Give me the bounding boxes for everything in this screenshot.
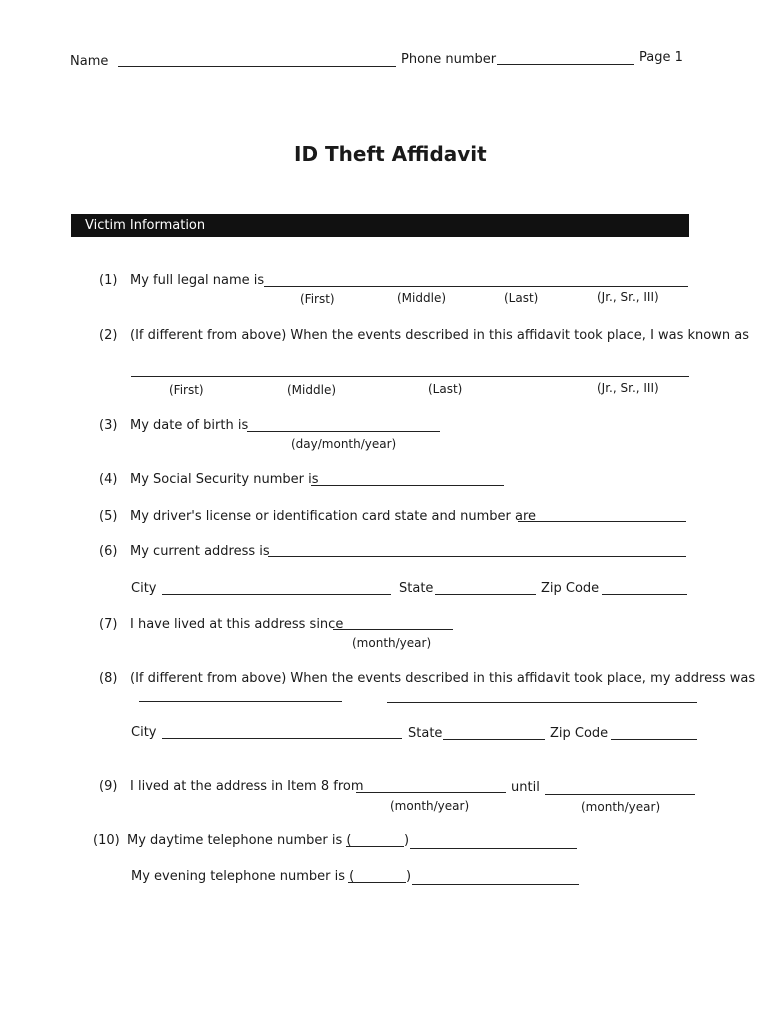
- item-5-label: My driver's license or identification card state and number are: [130, 509, 537, 524]
- evening-paren-close: ): [406, 869, 412, 884]
- item-8-zip-field[interactable]: [611, 739, 697, 740]
- item-8-city-label: City: [131, 725, 157, 740]
- ssn-field[interactable]: [311, 485, 504, 486]
- evening-phone-label: My evening telephone number is (: [131, 869, 355, 884]
- current-address-field[interactable]: [268, 556, 686, 557]
- item-6-state-field[interactable]: [435, 594, 536, 595]
- section-header-bar: [71, 214, 689, 237]
- item-1-first-caption: (First): [300, 292, 335, 306]
- former-address-line2-field[interactable]: [387, 702, 697, 703]
- item-1-suffix-caption: (Jr., Sr., III): [597, 290, 659, 304]
- item-5-number: (5): [99, 509, 118, 524]
- item-6-label: My current address is: [130, 544, 270, 559]
- item-1-middle-caption: (Middle): [397, 291, 447, 305]
- item-7-label: I have lived at this address since: [130, 617, 344, 632]
- item-6-city-field[interactable]: [162, 594, 391, 595]
- item-6-zip-field[interactable]: [602, 594, 687, 595]
- item-8-label: (If different from above) When the events described in this affidavit took place, my address was: [130, 671, 756, 686]
- item-9-until-label: until: [511, 780, 540, 795]
- item-9-until-caption: (month/year): [581, 800, 661, 814]
- item-10-number: (10): [93, 833, 120, 848]
- item-1-last-caption: (Last): [504, 291, 539, 305]
- page-title: ID Theft Affidavit: [294, 142, 487, 166]
- item-2-first-caption: (First): [169, 383, 204, 397]
- daytime-phone-label: My daytime telephone number is (: [127, 833, 352, 848]
- item-8-city-field[interactable]: [162, 738, 402, 739]
- item-8-state-field[interactable]: [443, 739, 545, 740]
- item-7-number: (7): [99, 617, 118, 632]
- phone-field[interactable]: [497, 64, 634, 65]
- page-label: Page 1: [639, 50, 683, 65]
- former-address-line1-field[interactable]: [139, 701, 342, 702]
- daytime-paren-close: ): [404, 833, 410, 848]
- item-3-label: My date of birth is: [130, 418, 249, 433]
- item-8-zip-label: Zip Code: [550, 726, 609, 741]
- item-1-number: (1): [99, 273, 118, 288]
- former-name-field[interactable]: [131, 376, 689, 377]
- item-3-number: (3): [99, 418, 118, 433]
- item-6-zip-label: Zip Code: [541, 581, 600, 596]
- section-title: Victim Information: [85, 218, 206, 233]
- item-2-label: (If different from above) When the events described in this affidavit took place, I was known as: [130, 328, 749, 343]
- item-2-number: (2): [99, 328, 118, 343]
- name-label: Name: [70, 54, 109, 69]
- item-9-label: I lived at the address in Item 8 from: [130, 779, 364, 794]
- item-2-middle-caption: (Middle): [287, 383, 337, 397]
- lived-until-field[interactable]: [545, 794, 695, 795]
- item-8-state-label: State: [408, 726, 443, 741]
- date-of-birth-field[interactable]: [247, 431, 440, 432]
- item-7-caption: (month/year): [352, 636, 432, 650]
- lived-since-field[interactable]: [333, 629, 453, 630]
- evening-area-code-field[interactable]: [348, 882, 406, 883]
- item-4-number: (4): [99, 472, 118, 487]
- item-9-number: (9): [99, 779, 118, 794]
- name-field[interactable]: [118, 66, 396, 67]
- phone-label: Phone number: [401, 52, 497, 67]
- daytime-area-code-field[interactable]: [346, 846, 404, 847]
- item-2-suffix-caption: (Jr., Sr., III): [597, 381, 659, 395]
- item-1-label: My full legal name is: [130, 273, 265, 288]
- item-4-label: My Social Security number is: [130, 472, 319, 487]
- item-3-caption: (day/month/year): [291, 437, 397, 451]
- item-6-city-label: City: [131, 581, 157, 596]
- item-6-state-label: State: [399, 581, 434, 596]
- daytime-phone-field[interactable]: [410, 848, 577, 849]
- full-legal-name-field[interactable]: [264, 286, 688, 287]
- item-9-from-caption: (month/year): [390, 799, 470, 813]
- lived-from-field[interactable]: [356, 792, 506, 793]
- item-8-number: (8): [99, 671, 118, 686]
- drivers-license-field[interactable]: [518, 521, 686, 522]
- evening-phone-field[interactable]: [412, 884, 579, 885]
- item-6-number: (6): [99, 544, 118, 559]
- item-2-last-caption: (Last): [428, 382, 463, 396]
